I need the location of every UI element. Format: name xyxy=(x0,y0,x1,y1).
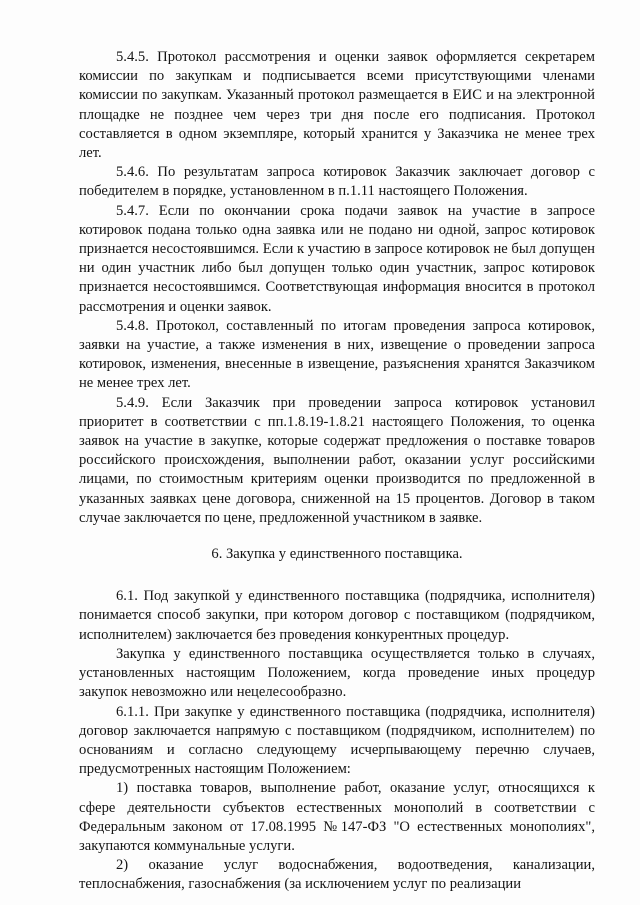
clause-5-4-6: 5.4.6. По результатам запроса котировок Заказчик заключает договор с победителем в порядке, установленном в п.1.11 настоящего Положения. xyxy=(79,164,595,200)
clause-5-4-5: 5.4.5. Протокол рассмотрения и оценки заявок оформляется секретарем комиссии по закупкам и подписывается всеми присутствующими членами комиссии по закупкам. Указанный протокол размещается в ЕИС и на электронной площадке не позднее чем через три дня после его подписания. Протокол составляется в одном экземпляре, который хранится у Заказчика не менее трех лет. xyxy=(79,49,595,162)
clause-5-4-9: 5.4.9. Если Заказчик при проведении запроса котировок установил приоритет в соответствии с пп.1.8.19-1.8.21 настоящего Положения, то оценка заявок на участие в закупке, которые содержат предложения о поставке товаров российского происхождения, выполнении работ, оказании услуг российскими лицами, по стоимостным критериям оценки производится по предложенной в указанных заявках цене договора, сниженной на 15 процентов. Договор в таком случае заключается по цене, предложенной участником в заявке. xyxy=(79,394,595,526)
list-item-2: 2) оказание услуг водоснабжения, водоотведения, канализации, теплоснабжения, газоснабжения (за исключением услуг по реализации xyxy=(79,857,595,893)
clause-6-1-1: 6.1.1. При закупке у единственного поставщика (подрядчика, исполнителя) договор заключается напрямую с поставщиком (подрядчиком, исполнителем) по основаниям и согласно следующему исчерпывающему перечню случаев, предусмотренных настоящим Положением: xyxy=(79,703,595,778)
clause-5-4-7: 5.4.7. Если по окончании срока подачи заявок на участие в запросе котировок подана только одна заявка или не подано ни одной, запрос котировок признается несостоявшимся. Если к участию в запросе котировок не был допущен ни один участник либо был допущен только один участник, запрос котировок признается несостоявшимся. Соответствующая информация вносится в протокол рассмотрения и оценки заявок. xyxy=(79,202,595,315)
list-item-1: 1) поставка товаров, выполнение работ, оказание услуг, относящихся к сфере деятельности субъектов естественных монополий в соответствии с Федеральным законом от 17.08.1995 №147-ФЗ "О естественных монополиях", закупаются коммунальные услуги. xyxy=(79,780,595,854)
section-6-heading: 6. Закупка у единственного поставщика. xyxy=(211,546,463,563)
document-page xyxy=(79,48,595,895)
clause-5-4-8: 5.4.8. Протокол, составленный по итогам проведения запроса котировок, заявки на участие, а также изменения в них, извещение о проведении запроса котировок, изменения, внесенные в извещение, разъяснения хранятся Заказчиком не менее трех лет. xyxy=(79,317,595,392)
clause-6-1-note: Закупка у единственного поставщика осуществляется только в случаях, установленных настоящим Положением, когда проведение иных процедур закупок невозможно или нецелесообразно. xyxy=(79,645,595,701)
clause-6-1: 6.1. Под закупкой у единственного поставщика (подрядчика, исполнителя) понимается способ закупки, при котором договор с поставщиком (подрядчиком, исполнителем) заключается без проведения конкурентных процедур. xyxy=(79,588,595,643)
